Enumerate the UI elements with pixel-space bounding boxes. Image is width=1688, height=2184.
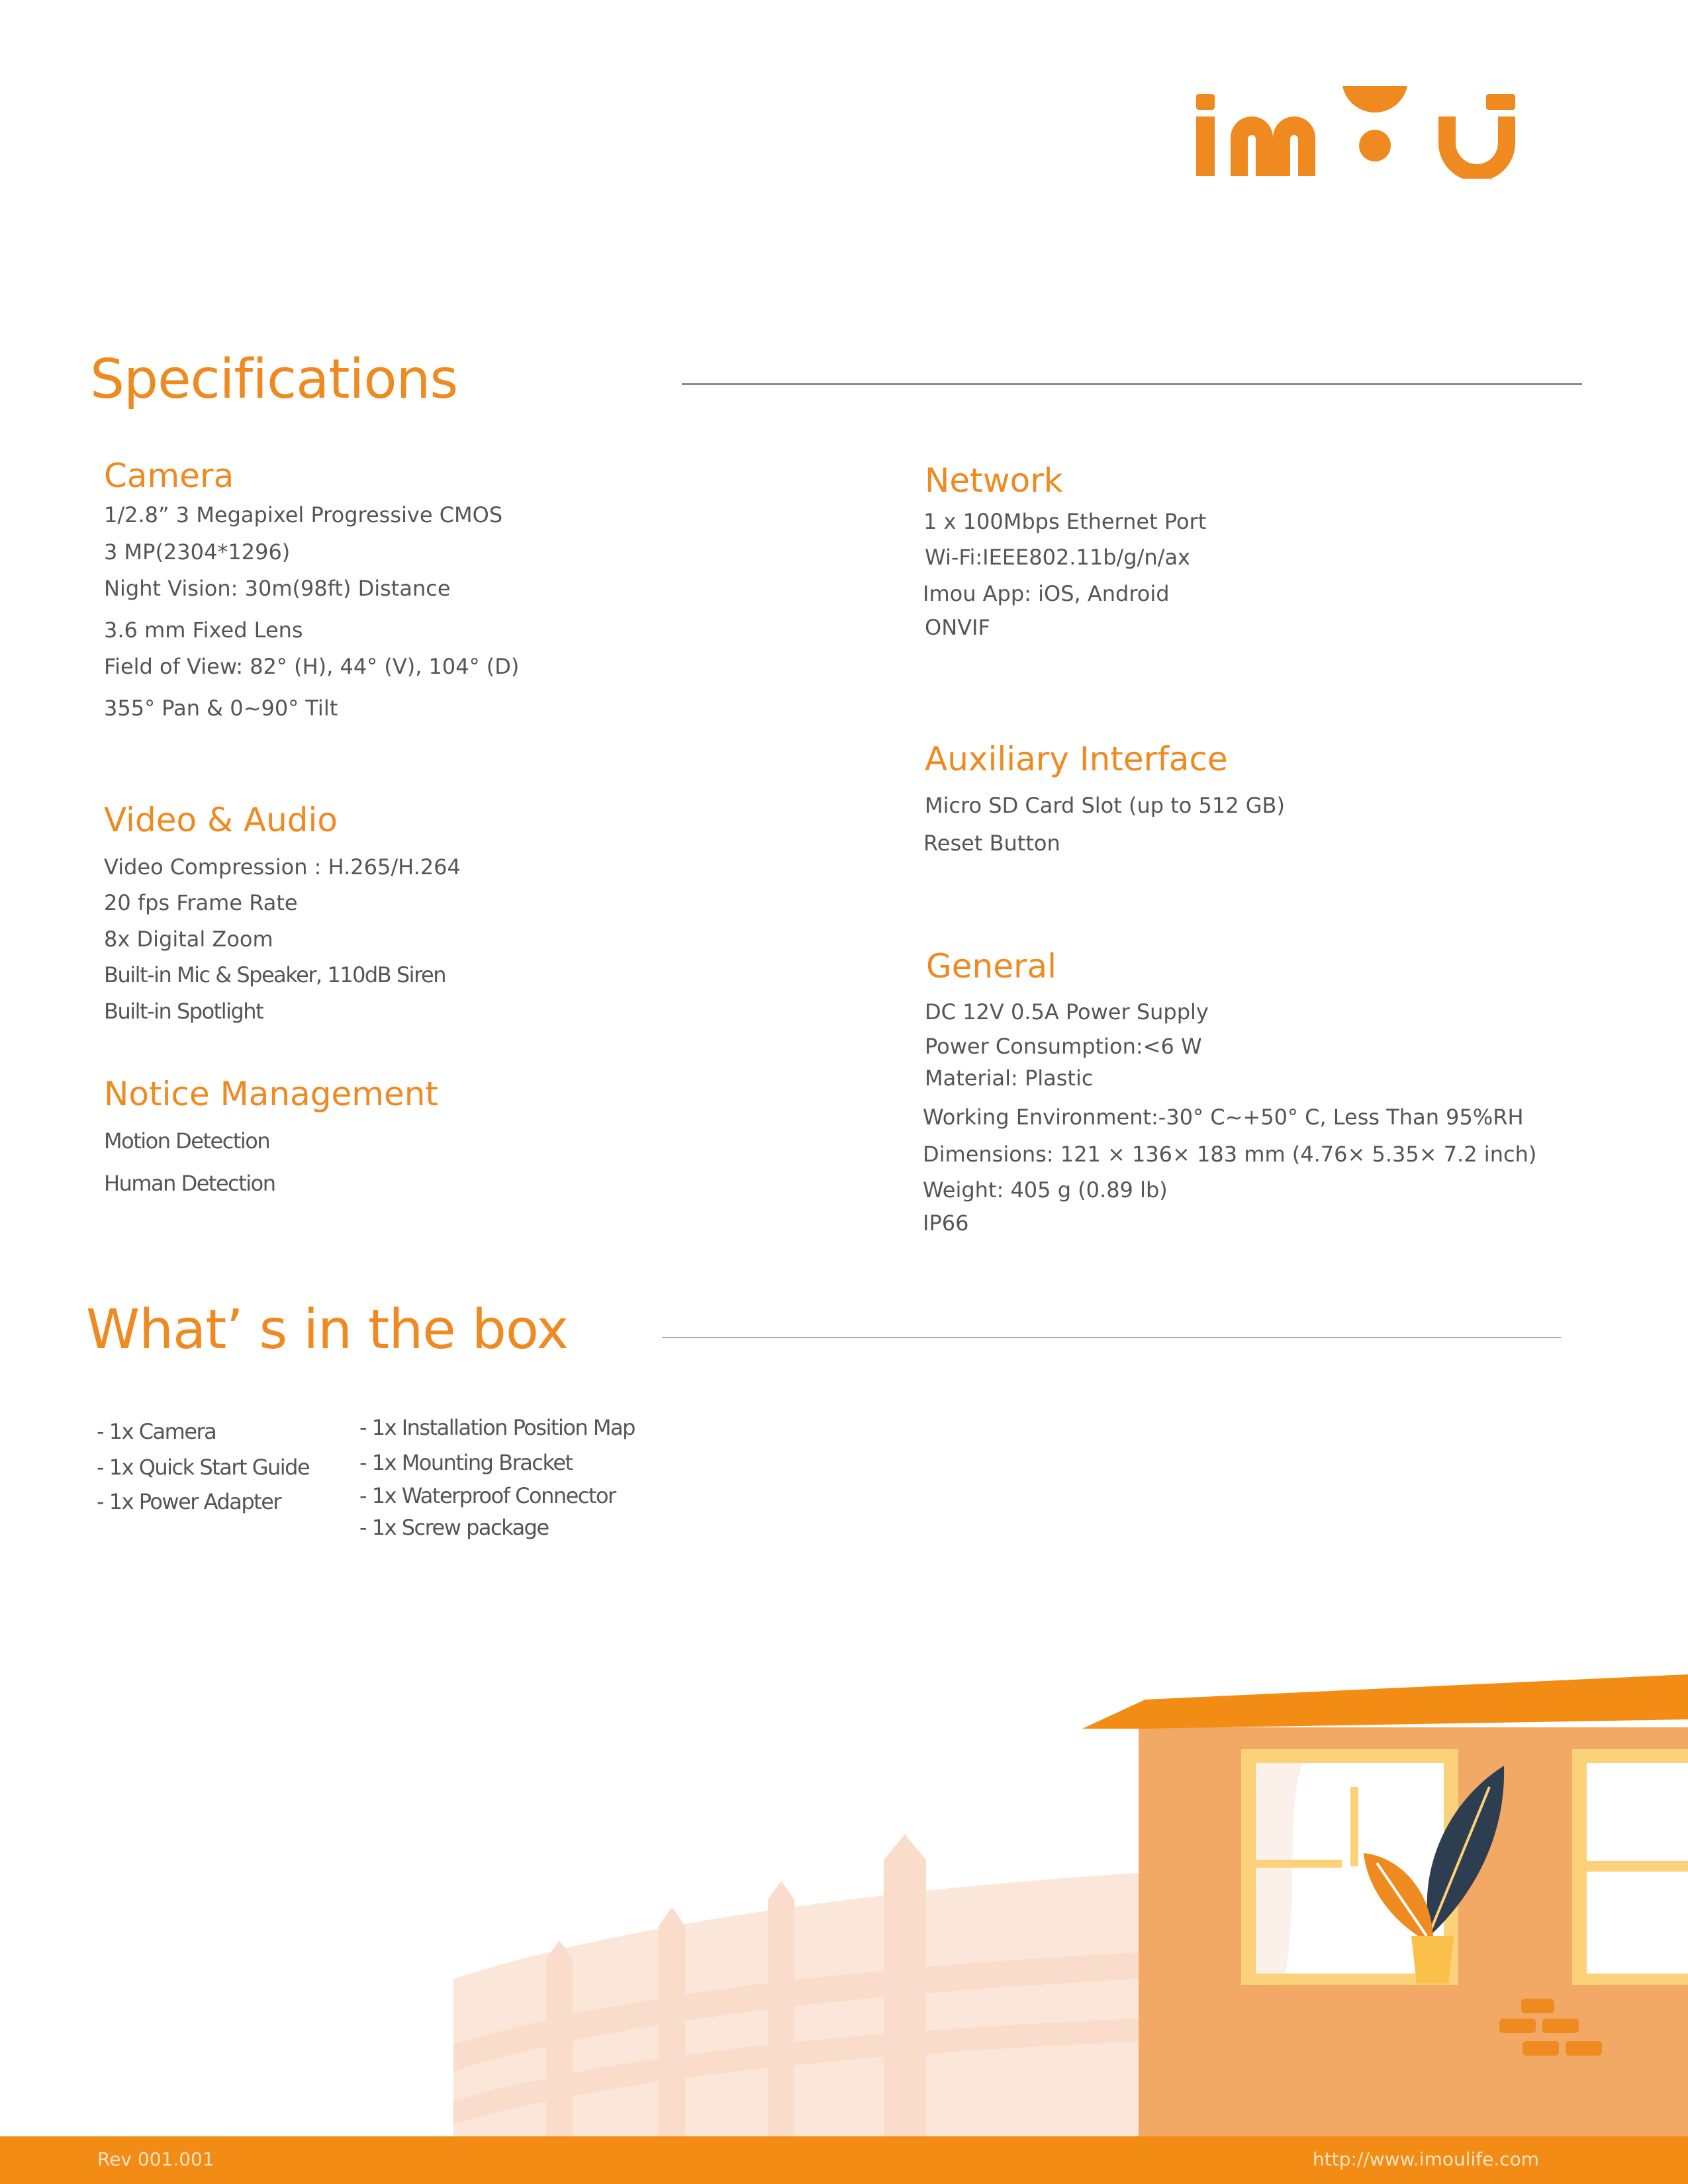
box-item: - 1x Screw package bbox=[359, 1515, 549, 1540]
general-heading: General bbox=[926, 947, 1057, 985]
camera-spec: 355° Pan & 0~90° Tilt bbox=[104, 696, 338, 721]
video-audio-spec: Video Compression : H.265/H.264 bbox=[104, 854, 461, 880]
video-audio-spec: Built-in Mic & Speaker, 110dB Siren bbox=[104, 962, 445, 987]
box-title: What’ s in the box bbox=[86, 1298, 569, 1361]
auxiliary-spec: Micro SD Card Slot (up to 512 GB) bbox=[925, 793, 1285, 818]
notice-spec: Motion Detection bbox=[104, 1128, 270, 1154]
box-item: - 1x Waterproof Connector bbox=[359, 1483, 616, 1508]
box-item: - 1x Quick Start Guide bbox=[97, 1455, 310, 1480]
auxiliary-heading: Auxiliary Interface bbox=[925, 740, 1228, 778]
box-item: - 1x Power Adapter bbox=[97, 1489, 281, 1514]
general-spec: IP66 bbox=[923, 1210, 969, 1236]
camera-spec: 1/2.8” 3 Megapixel Progressive CMOS bbox=[104, 502, 503, 527]
website-link[interactable]: http://www.imoulife.com bbox=[1313, 2148, 1540, 2170]
box-item: - 1x Mounting Bracket bbox=[359, 1450, 573, 1475]
camera-spec: Night Vision: 30m(98ft) Distance bbox=[104, 576, 451, 601]
box-item: - 1x Installation Position Map bbox=[359, 1415, 635, 1440]
house-illustration bbox=[0, 1655, 1688, 2138]
network-spec: Wi-Fi:IEEE802.11b/g/n/ax bbox=[925, 545, 1190, 570]
box-item: - 1x Camera bbox=[97, 1419, 216, 1444]
general-spec: Weight: 405 g (0.89 lb) bbox=[923, 1177, 1168, 1203]
camera-spec: 3 MP(2304*1296) bbox=[104, 539, 291, 565]
revision-label: Rev 001.001 bbox=[97, 2148, 214, 2170]
section-divider bbox=[662, 1337, 1561, 1338]
network-spec: Imou App: iOS, Android bbox=[923, 581, 1170, 606]
general-spec: Working Environment:-30° C~+50° C, Less Than 95%RH bbox=[923, 1105, 1524, 1130]
network-spec: 1 x 100Mbps Ethernet Port bbox=[923, 509, 1207, 534]
general-spec: DC 12V 0.5A Power Supply bbox=[925, 999, 1209, 1024]
general-spec: Dimensions: 121 × 136× 183 mm (4.76× 5.35× 7.2 inch) bbox=[923, 1142, 1537, 1167]
network-spec: ONVIF bbox=[925, 615, 990, 640]
video-audio-spec: 8x Digital Zoom bbox=[104, 927, 273, 952]
camera-heading: Camera bbox=[104, 457, 234, 495]
camera-spec: 3.6 mm Fixed Lens bbox=[104, 617, 303, 643]
auxiliary-spec: Reset Button bbox=[923, 831, 1060, 856]
section-divider bbox=[682, 383, 1582, 385]
general-spec: Material: Plastic bbox=[925, 1066, 1094, 1091]
imou-logo bbox=[1195, 86, 1552, 179]
network-heading: Network bbox=[925, 461, 1063, 500]
notice-spec: Human Detection bbox=[104, 1171, 275, 1196]
video-audio-spec: Built-in Spotlight bbox=[104, 999, 263, 1024]
video-audio-spec: 20 fps Frame Rate bbox=[104, 890, 298, 915]
notice-heading: Notice Management bbox=[104, 1075, 439, 1113]
general-spec: Power Consumption:<6 W bbox=[925, 1034, 1202, 1059]
video-audio-heading: Video & Audio bbox=[104, 801, 338, 839]
camera-spec: Field of View: 82° (H), 44° (V), 104° (D) bbox=[104, 654, 520, 679]
specifications-title: Specifications bbox=[90, 348, 458, 411]
